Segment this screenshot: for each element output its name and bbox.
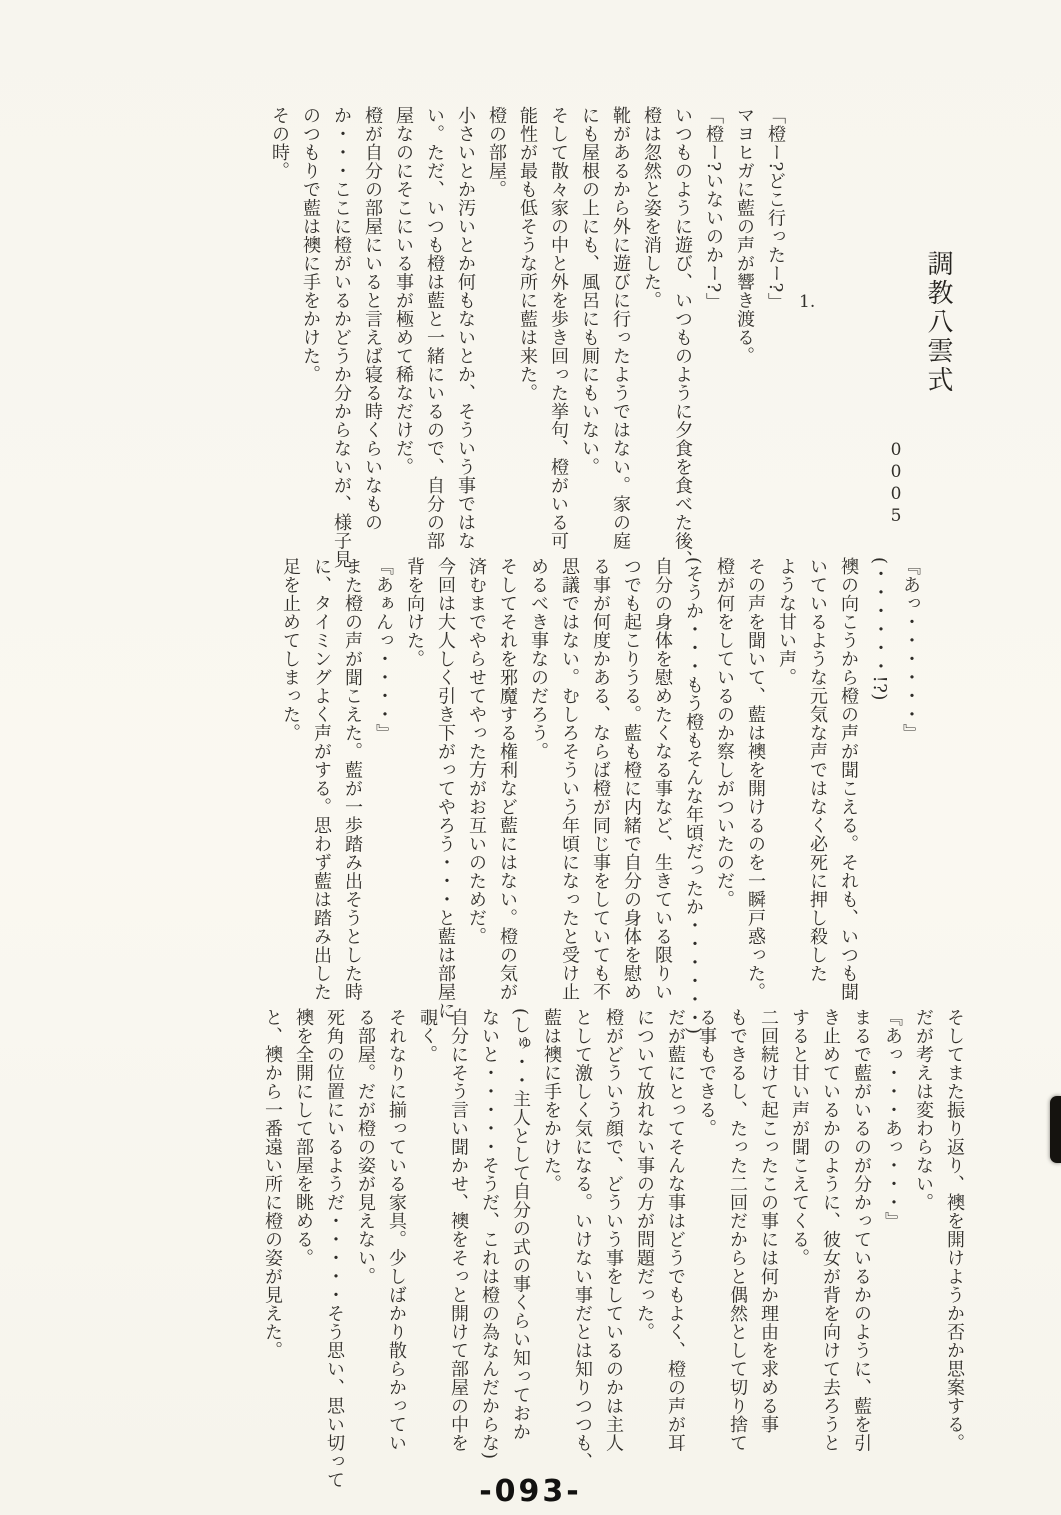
text-column: すると甘い声が聞こえてくる。 (789, 1008, 810, 1267)
text-column: 小さいとか汚いとか何もないとか、そういう事ではな (455, 106, 476, 550)
text-column: 自分にそう言い聞かせ、襖をそっと開けて部屋の中を (448, 1008, 469, 1452)
text-column: 能性が最も低そうな所に藍は来た。 (517, 106, 538, 402)
text-column: だが藍にとってそんな事はどうでもよく、橙の声が耳 (665, 1008, 686, 1452)
text-column: 襖の向こうから橙の声が聞こえる。それも、いつも聞 (838, 557, 859, 1001)
text-column: そしてまた振り返り、襖を開けようか否か思案する。 (944, 1008, 965, 1452)
text-column: 済むまでやらせてやった方がお互いのためだ。 (466, 557, 487, 946)
text-section-3 (257, 1008, 970, 1489)
text-column: (・・・・・・!?) (869, 557, 890, 701)
text-column: めるべき事なのだろう。 (528, 557, 549, 761)
text-column: 足を止めてしまった。 (280, 557, 301, 742)
story-title: 調教八雲式 (923, 250, 953, 395)
text-column: 藍は襖に手をかけた。 (541, 1008, 562, 1193)
text-column: にも屋根の上にも、風呂にも厠にもいない。 (579, 106, 600, 476)
text-column: 襖を全開にして部屋を眺める。 (293, 1008, 314, 1267)
text-column: と、襖から一番遠い所に橙の姿が見えた。 (262, 1008, 283, 1360)
text-column: 「橙ー?どこ行ったー?」 (765, 106, 786, 312)
text-column: ような甘い声。 (776, 557, 797, 687)
page-number: -093- (479, 1474, 582, 1509)
text-column: また橙の声が聞こえた。藍が一歩踏み出そうとした時 (342, 557, 363, 1001)
text-column: る事が何度かある、ならば橙が同じ事をしていても不 (590, 557, 611, 1001)
text-column: その時。 (269, 106, 290, 180)
text-column: もできるし、たった二回だからと偶然として切り捨て (727, 1008, 748, 1452)
text-column: 橙は忽然と姿を消した。 (641, 106, 662, 310)
chapter-number: 1. (799, 292, 816, 312)
text-column: まるで藍がいるのが分かっているかのように、藍を引 (851, 1008, 872, 1452)
text-column: 『あぁんっ・・・・』 (373, 557, 394, 742)
text-column: 屋なのにそこにいる事が極めて稀なだけだ。 (393, 106, 414, 476)
text-column: そしてそれを邪魔する権利など藍にはない。橙の気が (497, 557, 518, 1001)
text-column: (しゅ・・主人として自分の式の事くらい知っておか (510, 1008, 531, 1442)
text-column: そして散々家の中と外を歩き回った挙句、橙がいる可 (548, 106, 569, 550)
text-column: それなりに揃っている家具。少しばかり散らかってい (386, 1008, 407, 1452)
text-column: 橙が自分の部屋にいると言えば寝る時くらいなもの (362, 106, 383, 532)
text-column: マヨヒガに藍の声が響き渡る。 (734, 106, 755, 365)
text-column: 覗く。 (417, 1008, 438, 1064)
text-column: 二回続けて起こったこの事には何か理由を求める事 (758, 1008, 779, 1434)
text-column: 今回は大人しく引き下がってやろう・・・と藍は部屋に (435, 557, 456, 1020)
text-column: 「橙ー?いないのかー?」 (703, 106, 724, 312)
text-column: 橙がどういう顔で、どういう事をしているのかは主人 (603, 1008, 624, 1452)
text-column: (そうか・・・もう橙もそんな年頃だったか・・・・・・) (683, 557, 704, 1035)
text-column: 背を向けた。 (404, 557, 425, 668)
text-column: る事もできる。 (696, 1008, 717, 1138)
text-column: について放れない事の方が問題だった。 (634, 1008, 655, 1341)
scan-edge-artifact (1050, 1096, 1061, 1163)
text-column: いているような元気な声ではなく必死に押し殺した (807, 557, 828, 983)
text-column: 靴があるから外に遊びに行ったようではない。家の庭 (610, 106, 631, 550)
text-column: 死角の位置にいるようだ・・・・・そう思い、思い切って (324, 1008, 345, 1489)
text-column: い。ただ、いつも橙は藍と一緒にいるので、自分の部 (424, 106, 445, 550)
text-column: いつものように遊び、いつものように夕食を食べた後、 (672, 106, 693, 569)
text-column: として激しく気になる。いけない事だとは知りつつも、 (572, 1008, 593, 1471)
text-column: 『あっ・・・あっ・・・』 (882, 1008, 903, 1230)
text-column: つでも起こりうる。藍も橙に内緒で自分の身体を慰め (621, 557, 642, 1001)
story-serial-number: 0005 (886, 440, 906, 528)
text-column: に、タイミングよく声がする。思わず藍は踏み出した (311, 557, 332, 1001)
text-column: き止めているかのように、彼女が背を向けて去ろうと (820, 1008, 841, 1452)
text-column: その声を聞いて、藍は襖を開けるのを一瞬戸惑った。 (745, 557, 766, 1001)
text-column: 思議ではない。むしろそういう年頃になったと受け止 (559, 557, 580, 1001)
text-column: 自分の身体を慰めたくなる事など、生きている限りい (652, 557, 673, 1001)
text-column: 橙の部屋。 (486, 106, 507, 199)
text-section-2 (275, 557, 926, 1035)
text-column: のつもりで藍は襖に手をかけた。 (300, 106, 321, 384)
text-section-1 (264, 106, 791, 576)
text-column: る部屋。だが橙の姿が見えない。 (355, 1008, 376, 1286)
text-column: だが考えは変わらない。 (913, 1008, 934, 1212)
text-column: か・・・ここに橙がいるかどうか分からないが、様子見 (331, 106, 352, 569)
text-column: ないと・・・・・そうだ、これは橙の為なんだからな) (479, 1008, 500, 1460)
text-column: 橙が何をしているのか察しがついたのだ。 (714, 557, 735, 909)
text-column: 『あっ・・・・・・』 (900, 557, 921, 742)
